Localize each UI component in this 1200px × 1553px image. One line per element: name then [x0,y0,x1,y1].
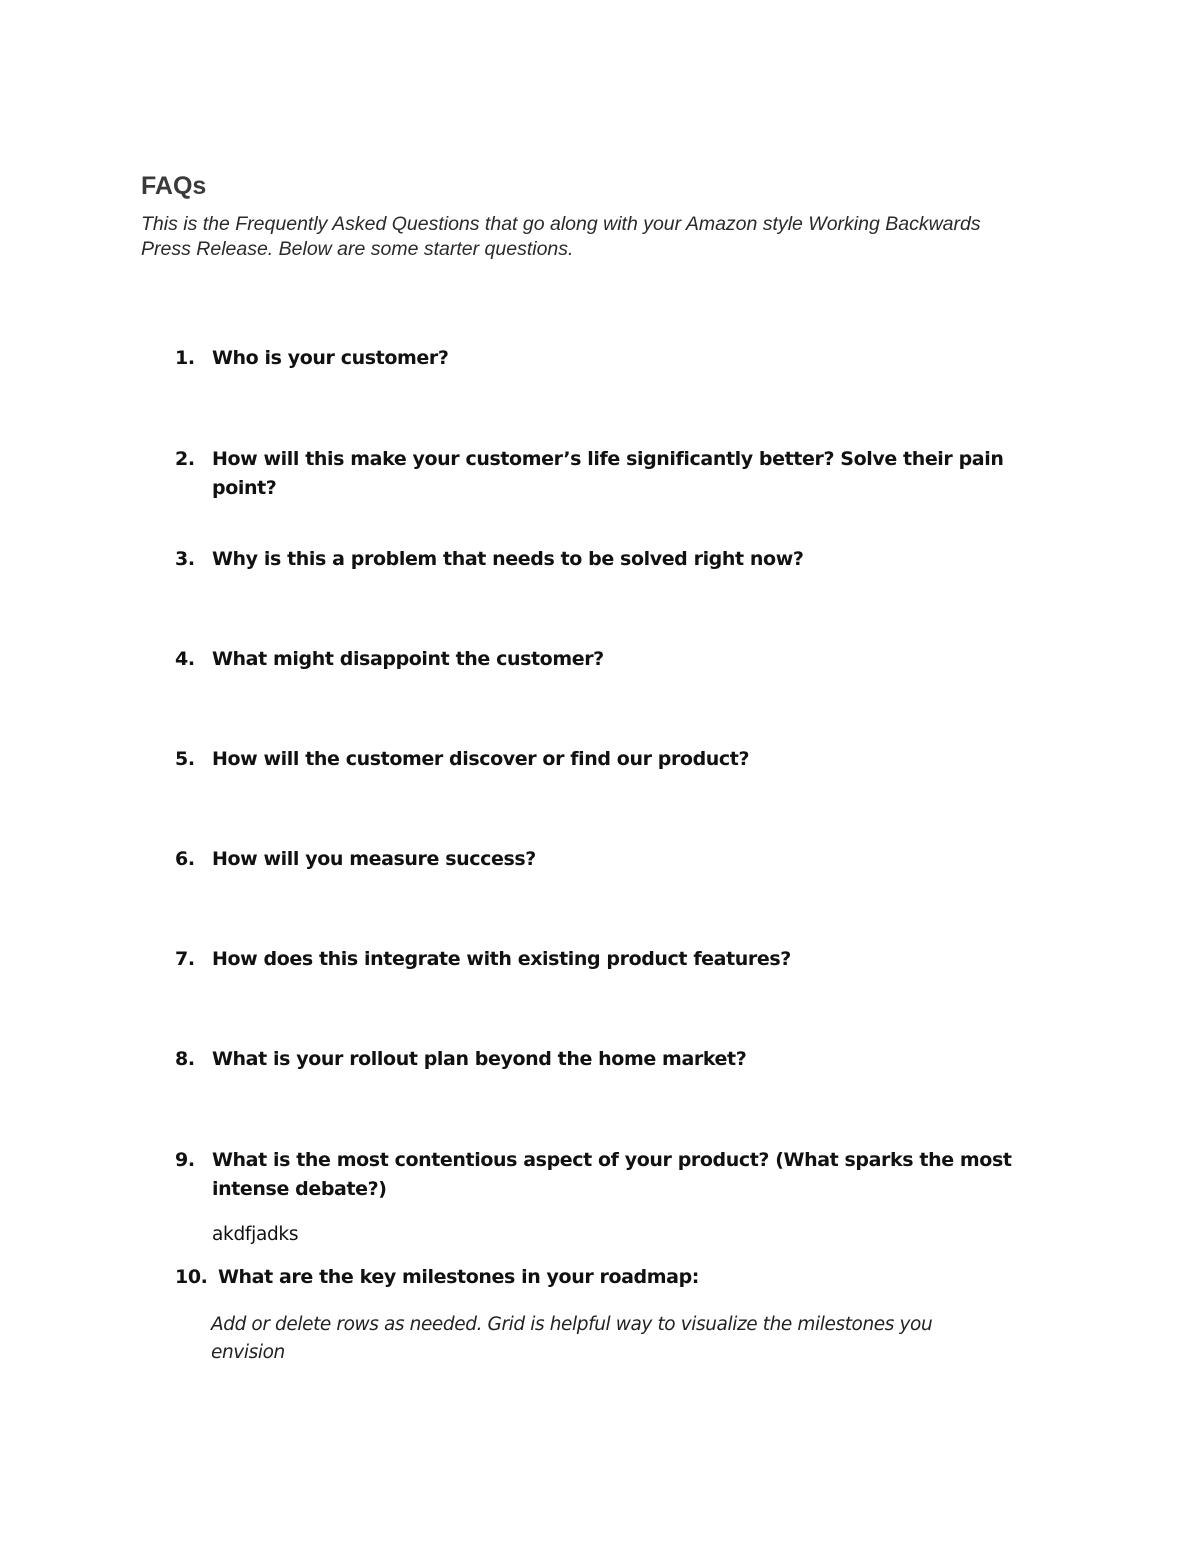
question-3 [175,545,1055,574]
question-2 [175,445,1055,503]
question-4 [175,645,1055,674]
question-text: What are the key milestones in your roadmap: [218,1266,699,1288]
question-text: How will this make your customer’s life significantly better? Solve their pain point? [212,448,1004,499]
question-number: 1. [175,347,195,369]
question-number: 4. [175,648,195,670]
question-text: What is the most contentious aspect of your product? (What sparks the most intense debate?) [212,1149,1012,1200]
answer-9: akdfjadks [212,1224,299,1245]
question-text: How does this integrate with existing product features? [212,948,791,970]
question-text: Why is this a problem that needs to be solved right now? [212,548,804,570]
question-number: 8. [175,1048,195,1070]
question-8 [175,1045,1055,1074]
milestones-note: Add or delete rows as needed. Grid is helpful way to visualize the milestones you envision [211,1314,933,1363]
question-number: 2. [175,448,195,470]
question-text: How will you measure success? [212,848,536,870]
question-5 [175,745,1055,774]
question-number: 7. [175,948,195,970]
question-number: 6. [175,848,195,870]
question-number: 10. [175,1266,208,1288]
question-number: 5. [175,748,195,770]
question-6 [175,845,1055,874]
question-1 [175,344,1055,373]
question-10 [175,1263,1055,1292]
page-title: FAQs [141,172,207,200]
question-9 [175,1146,1055,1204]
question-text: What is your rollout plan beyond the home market? [212,1048,747,1070]
question-number: 3. [175,548,195,570]
question-number: 9. [175,1149,195,1171]
question-text: What might disappoint the customer? [212,648,604,670]
question-text: How will the customer discover or find our product? [212,748,750,770]
question-text: Who is your customer? [212,347,449,369]
question-7 [175,945,1055,974]
intro-paragraph: This is the Frequently Asked Questions that go along with your Amazon style Working Backwards Press Release. Below are some starter questions. [141,213,981,260]
